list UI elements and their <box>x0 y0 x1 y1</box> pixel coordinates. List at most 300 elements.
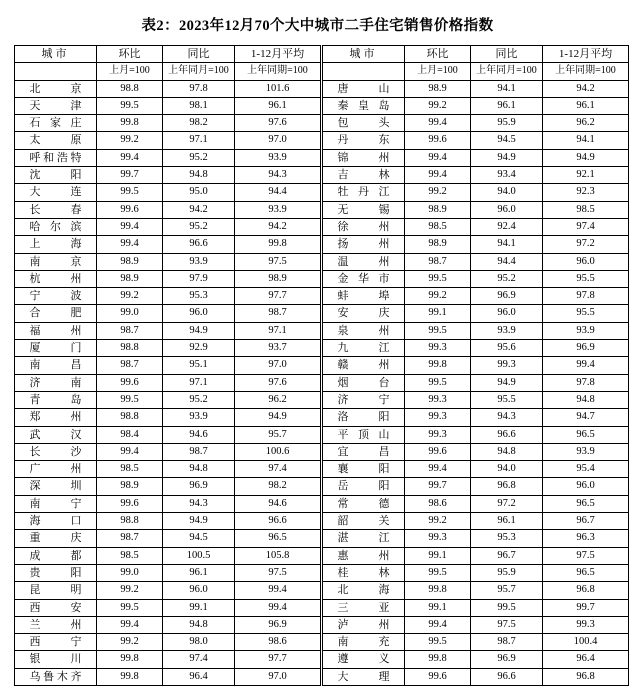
cell-mom-right: 99.7 <box>405 478 471 495</box>
cell-avg-left: 97.7 <box>235 651 321 668</box>
cell-mom-left: 98.8 <box>97 513 163 530</box>
cell-city-left <box>15 599 97 616</box>
col-header-mom-left: 环比 <box>97 46 163 63</box>
col-subheader-avg-left: 上年同期=100 <box>235 63 321 80</box>
table-row <box>15 530 629 547</box>
cell-yoy-left: 96.0 <box>163 305 235 322</box>
cell-avg-right: 94.8 <box>543 391 629 408</box>
cell-mom-left: 99.2 <box>97 634 163 651</box>
city-label: 太 原 <box>29 134 82 147</box>
city-label: 平顶山 <box>337 428 390 441</box>
city-label: 上 海 <box>29 238 82 251</box>
cell-mom-left: 99.4 <box>97 616 163 633</box>
cell-mom-right: 99.2 <box>405 184 471 201</box>
cell-mom-left: 99.8 <box>97 668 163 685</box>
cell-yoy-right: 99.5 <box>471 599 543 616</box>
cell-mom-left: 99.2 <box>97 132 163 149</box>
cell-avg-left: 98.2 <box>235 478 321 495</box>
cell-yoy-left: 96.4 <box>163 668 235 685</box>
cell-avg-left: 97.0 <box>235 357 321 374</box>
cell-avg-right: 96.3 <box>543 530 629 547</box>
city-label: 哈尔滨 <box>29 220 82 233</box>
city-label: 湛 江 <box>337 532 390 545</box>
cell-city-left <box>15 236 97 253</box>
city-label: 郑 州 <box>29 411 82 424</box>
col-header-avg-right: 1-12月平均 <box>543 46 629 63</box>
cell-city-left <box>15 391 97 408</box>
cell-yoy-left: 94.5 <box>163 530 235 547</box>
cell-avg-left: 94.6 <box>235 495 321 512</box>
city-label: 宜 昌 <box>337 445 390 458</box>
cell-avg-left: 93.9 <box>235 201 321 218</box>
cell-avg-left: 97.4 <box>235 461 321 478</box>
cell-city-right <box>323 253 405 270</box>
cell-yoy-left: 97.9 <box>163 270 235 287</box>
col-header-yoy-left: 同比 <box>163 46 235 63</box>
cell-mom-left: 98.4 <box>97 426 163 443</box>
cell-yoy-right: 96.1 <box>471 513 543 530</box>
table-row <box>15 305 629 322</box>
city-label: 襄 阳 <box>337 463 390 476</box>
city-label: 九 江 <box>337 342 390 355</box>
cell-city-left <box>15 80 97 97</box>
cell-avg-left: 97.0 <box>235 132 321 149</box>
cell-mom-right: 99.8 <box>405 582 471 599</box>
cell-yoy-left: 97.8 <box>163 80 235 97</box>
city-label: 韶 关 <box>337 515 390 528</box>
city-label: 桂 林 <box>337 566 390 579</box>
cell-city-left <box>15 634 97 651</box>
cell-mom-right: 99.6 <box>405 668 471 685</box>
cell-yoy-right: 94.1 <box>471 80 543 97</box>
cell-avg-left: 97.6 <box>235 374 321 391</box>
cell-mom-right: 99.5 <box>405 270 471 287</box>
table-row <box>15 616 629 633</box>
cell-mom-right: 99.3 <box>405 409 471 426</box>
cell-city-left <box>15 409 97 426</box>
cell-yoy-right: 93.4 <box>471 167 543 184</box>
cell-yoy-left: 94.3 <box>163 495 235 512</box>
cell-avg-right: 93.9 <box>543 322 629 339</box>
cell-yoy-right: 94.4 <box>471 253 543 270</box>
cell-avg-right: 92.3 <box>543 184 629 201</box>
cell-mom-left: 99.0 <box>97 564 163 581</box>
cell-mom-right: 99.4 <box>405 149 471 166</box>
table-row <box>15 80 629 97</box>
table-row <box>15 443 629 460</box>
cell-yoy-right: 96.0 <box>471 305 543 322</box>
cell-mom-right: 99.5 <box>405 564 471 581</box>
cell-city-right <box>323 495 405 512</box>
cell-avg-right: 95.5 <box>543 305 629 322</box>
cell-mom-left: 99.6 <box>97 201 163 218</box>
cell-city-left <box>15 288 97 305</box>
cell-yoy-left: 93.9 <box>163 409 235 426</box>
table-row <box>15 340 629 357</box>
city-label: 昆 明 <box>29 584 82 597</box>
col-subheader-city-left <box>15 63 97 80</box>
cell-city-left <box>15 167 97 184</box>
cell-avg-left: 105.8 <box>235 547 321 564</box>
cell-avg-left: 93.7 <box>235 340 321 357</box>
cell-mom-left: 99.7 <box>97 167 163 184</box>
col-subheader-mom-left: 上月=100 <box>97 63 163 80</box>
city-label: 兰 州 <box>29 618 82 631</box>
city-label: 沈 阳 <box>29 169 82 182</box>
city-label: 广 州 <box>29 463 82 476</box>
cell-yoy-right: 95.2 <box>471 270 543 287</box>
table-header-row-groups <box>15 46 629 63</box>
col-subheader-city-right <box>323 63 405 80</box>
cell-city-right <box>323 616 405 633</box>
cell-city-right <box>323 80 405 97</box>
city-label: 福 州 <box>29 324 82 337</box>
cell-mom-left: 99.4 <box>97 443 163 460</box>
cell-yoy-left: 94.9 <box>163 513 235 530</box>
cell-city-right <box>323 305 405 322</box>
cell-yoy-right: 96.7 <box>471 547 543 564</box>
cell-mom-right: 99.4 <box>405 167 471 184</box>
cell-mom-left: 99.4 <box>97 149 163 166</box>
col-header-mom-right: 环比 <box>405 46 471 63</box>
cell-yoy-right: 96.9 <box>471 288 543 305</box>
cell-avg-right: 95.4 <box>543 461 629 478</box>
city-label: 济 宁 <box>337 393 390 406</box>
table-row <box>15 668 629 685</box>
cell-mom-right: 98.9 <box>405 201 471 218</box>
table-row <box>15 149 629 166</box>
cell-yoy-left: 97.4 <box>163 651 235 668</box>
cell-avg-right: 96.0 <box>543 478 629 495</box>
cell-avg-right: 92.1 <box>543 167 629 184</box>
cell-mom-right: 99.8 <box>405 357 471 374</box>
cell-avg-right: 99.3 <box>543 616 629 633</box>
cell-city-left <box>15 97 97 114</box>
city-label: 南 充 <box>337 636 390 649</box>
city-label: 遵 义 <box>337 653 390 666</box>
cell-city-right <box>323 288 405 305</box>
page-title: 表2：2023年12月70个大中城市二手住宅销售价格指数 <box>141 18 494 34</box>
cell-avg-left: 98.6 <box>235 634 321 651</box>
cell-avg-right: 96.8 <box>543 582 629 599</box>
city-label: 深 圳 <box>29 480 82 493</box>
cell-mom-right: 99.2 <box>405 97 471 114</box>
cell-avg-right: 96.5 <box>543 564 629 581</box>
city-label: 泸 州 <box>337 618 390 631</box>
cell-yoy-right: 93.9 <box>471 322 543 339</box>
table-row <box>15 461 629 478</box>
cell-city-left <box>15 582 97 599</box>
cell-city-right <box>323 530 405 547</box>
city-label: 大 理 <box>337 670 390 683</box>
cell-yoy-left: 96.6 <box>163 236 235 253</box>
cell-avg-left: 95.7 <box>235 426 321 443</box>
table-row <box>15 270 629 287</box>
cell-yoy-left: 94.2 <box>163 201 235 218</box>
cell-city-right <box>323 513 405 530</box>
city-label: 吉 林 <box>337 169 390 182</box>
table-row <box>15 322 629 339</box>
cell-avg-left: 96.5 <box>235 530 321 547</box>
cell-avg-left: 97.7 <box>235 288 321 305</box>
city-label: 惠 州 <box>337 549 390 562</box>
cell-avg-right: 96.1 <box>543 97 629 114</box>
cell-city-left <box>15 357 97 374</box>
city-label: 武 汉 <box>29 428 82 441</box>
cell-mom-right: 99.3 <box>405 426 471 443</box>
cell-yoy-right: 94.0 <box>471 184 543 201</box>
col-subheader-yoy-right: 上年同月=100 <box>471 63 543 80</box>
cell-mom-right: 99.5 <box>405 322 471 339</box>
table-row <box>15 288 629 305</box>
city-label: 乌鲁木齐 <box>29 670 82 683</box>
city-label: 泉 州 <box>337 324 390 337</box>
table-row <box>15 391 629 408</box>
cell-yoy-right: 95.6 <box>471 340 543 357</box>
cell-avg-left: 93.9 <box>235 149 321 166</box>
cell-avg-left: 94.4 <box>235 184 321 201</box>
cell-yoy-left: 100.5 <box>163 547 235 564</box>
col-subheader-mom-right: 上月=100 <box>405 63 471 80</box>
cell-city-right <box>323 270 405 287</box>
cell-avg-right: 96.8 <box>543 668 629 685</box>
cell-yoy-left: 94.9 <box>163 322 235 339</box>
cell-avg-left: 97.5 <box>235 253 321 270</box>
cell-mom-right: 99.1 <box>405 305 471 322</box>
cell-city-right <box>323 582 405 599</box>
cell-avg-right: 96.5 <box>543 495 629 512</box>
cell-city-right <box>323 651 405 668</box>
cell-avg-left: 99.4 <box>235 582 321 599</box>
cell-mom-right: 99.5 <box>405 374 471 391</box>
city-label: 无 锡 <box>337 203 390 216</box>
city-label: 南 京 <box>29 255 82 268</box>
cell-avg-right: 97.4 <box>543 218 629 235</box>
cell-yoy-right: 99.3 <box>471 357 543 374</box>
cell-avg-right: 97.8 <box>543 374 629 391</box>
cell-avg-right: 96.4 <box>543 651 629 668</box>
cell-mom-left: 98.7 <box>97 322 163 339</box>
city-label: 包 头 <box>337 117 390 130</box>
city-label: 天 津 <box>29 99 82 112</box>
cell-city-left <box>15 564 97 581</box>
city-label: 重 庆 <box>29 532 82 545</box>
city-label: 长 沙 <box>29 445 82 458</box>
city-label: 牡丹江 <box>337 186 390 199</box>
cell-yoy-left: 94.6 <box>163 426 235 443</box>
cell-city-right <box>323 668 405 685</box>
cell-yoy-right: 94.0 <box>471 461 543 478</box>
cell-city-left <box>15 443 97 460</box>
cell-avg-left: 97.5 <box>235 564 321 581</box>
city-label: 长 春 <box>29 203 82 216</box>
cell-mom-right: 99.3 <box>405 530 471 547</box>
cell-city-left <box>15 495 97 512</box>
city-label: 南 昌 <box>29 359 82 372</box>
cell-yoy-right: 95.9 <box>471 115 543 132</box>
city-label: 烟 台 <box>337 376 390 389</box>
city-label: 徐 州 <box>337 220 390 233</box>
cell-mom-right: 99.4 <box>405 115 471 132</box>
cell-yoy-left: 95.1 <box>163 357 235 374</box>
city-label: 西 宁 <box>29 636 82 649</box>
cell-city-left <box>15 651 97 668</box>
cell-avg-left: 96.9 <box>235 616 321 633</box>
table-row <box>15 201 629 218</box>
table-row <box>15 513 629 530</box>
cell-avg-right: 96.5 <box>543 426 629 443</box>
col-header-yoy-right: 同比 <box>471 46 543 63</box>
cell-mom-left: 98.8 <box>97 340 163 357</box>
table-row <box>15 634 629 651</box>
cell-city-left <box>15 340 97 357</box>
city-label: 唐 山 <box>337 82 390 95</box>
cell-avg-right: 100.4 <box>543 634 629 651</box>
table-row <box>15 599 629 616</box>
cell-city-right <box>323 426 405 443</box>
cell-yoy-right: 94.9 <box>471 374 543 391</box>
cell-city-left <box>15 322 97 339</box>
cell-yoy-right: 96.6 <box>471 668 543 685</box>
cell-city-right <box>323 374 405 391</box>
cell-mom-left: 99.8 <box>97 651 163 668</box>
table-row <box>15 564 629 581</box>
table-row <box>15 132 629 149</box>
cell-mom-left: 99.6 <box>97 374 163 391</box>
cell-mom-right: 99.2 <box>405 288 471 305</box>
city-label: 贵 阳 <box>29 566 82 579</box>
cell-yoy-right: 94.8 <box>471 443 543 460</box>
cell-yoy-left: 98.1 <box>163 97 235 114</box>
table-row <box>15 495 629 512</box>
cell-mom-right: 98.7 <box>405 253 471 270</box>
cell-city-right <box>323 167 405 184</box>
city-label: 石家庄 <box>29 117 82 130</box>
cell-city-right <box>323 218 405 235</box>
cell-avg-right: 94.2 <box>543 80 629 97</box>
col-subheader-avg-right: 上年同期=100 <box>543 63 629 80</box>
cell-yoy-left: 94.8 <box>163 616 235 633</box>
cell-avg-left: 94.3 <box>235 167 321 184</box>
table-row <box>15 97 629 114</box>
city-label: 安 庆 <box>337 307 390 320</box>
cell-mom-left: 98.8 <box>97 80 163 97</box>
cell-mom-right: 99.3 <box>405 340 471 357</box>
cell-yoy-left: 94.8 <box>163 167 235 184</box>
city-label: 呼和浩特 <box>29 151 82 164</box>
cell-city-right <box>323 461 405 478</box>
cell-yoy-left: 93.9 <box>163 253 235 270</box>
cell-avg-left: 99.8 <box>235 236 321 253</box>
cell-yoy-left: 95.0 <box>163 184 235 201</box>
cell-mom-left: 98.8 <box>97 409 163 426</box>
col-header-city-right: 城市 <box>323 46 405 63</box>
city-label: 蚌 埠 <box>337 290 390 303</box>
city-label: 常 德 <box>337 497 390 510</box>
cell-mom-left: 99.8 <box>97 115 163 132</box>
city-label: 秦皇岛 <box>337 99 390 112</box>
cell-city-right <box>323 391 405 408</box>
cell-avg-right: 99.4 <box>543 357 629 374</box>
table-row <box>15 218 629 235</box>
cell-city-right <box>323 409 405 426</box>
cell-yoy-right: 95.3 <box>471 530 543 547</box>
cell-avg-right: 95.5 <box>543 270 629 287</box>
cell-yoy-right: 92.4 <box>471 218 543 235</box>
cell-yoy-right: 98.7 <box>471 634 543 651</box>
col-header-avg-left: 1-12月平均 <box>235 46 321 63</box>
city-label: 岳 阳 <box>337 480 390 493</box>
city-label: 宁 波 <box>29 290 82 303</box>
cell-avg-left: 94.2 <box>235 218 321 235</box>
cell-yoy-left: 97.1 <box>163 132 235 149</box>
cell-yoy-right: 96.0 <box>471 201 543 218</box>
cell-mom-right: 99.6 <box>405 443 471 460</box>
cell-avg-right: 97.2 <box>543 236 629 253</box>
cell-avg-right: 96.0 <box>543 253 629 270</box>
cell-city-left <box>15 374 97 391</box>
cell-city-right <box>323 547 405 564</box>
cell-city-right <box>323 132 405 149</box>
cell-avg-right: 96.2 <box>543 115 629 132</box>
table-header-row-basis <box>15 63 629 80</box>
cell-mom-left: 99.2 <box>97 582 163 599</box>
cell-mom-left: 99.0 <box>97 305 163 322</box>
cell-yoy-right: 96.8 <box>471 478 543 495</box>
cell-avg-left: 99.4 <box>235 599 321 616</box>
cell-yoy-right: 96.9 <box>471 651 543 668</box>
cell-avg-left: 98.7 <box>235 305 321 322</box>
cell-mom-left: 99.2 <box>97 288 163 305</box>
cell-avg-left: 96.2 <box>235 391 321 408</box>
cell-yoy-right: 95.5 <box>471 391 543 408</box>
table-row <box>15 184 629 201</box>
cell-mom-left: 99.5 <box>97 184 163 201</box>
city-label: 西 安 <box>29 601 82 614</box>
cell-mom-right: 99.2 <box>405 513 471 530</box>
cell-city-left <box>15 426 97 443</box>
cell-yoy-left: 95.2 <box>163 218 235 235</box>
cell-city-right <box>323 357 405 374</box>
cell-mom-right: 99.1 <box>405 547 471 564</box>
cell-avg-right: 94.7 <box>543 409 629 426</box>
cell-mom-left: 99.4 <box>97 236 163 253</box>
city-label: 洛 阳 <box>337 411 390 424</box>
cell-yoy-left: 98.0 <box>163 634 235 651</box>
table-row <box>15 253 629 270</box>
cell-city-right <box>323 634 405 651</box>
cell-mom-right: 99.8 <box>405 651 471 668</box>
cell-avg-left: 96.1 <box>235 97 321 114</box>
cell-city-left <box>15 115 97 132</box>
cell-mom-right: 98.9 <box>405 80 471 97</box>
cell-city-right <box>323 478 405 495</box>
cell-yoy-left: 95.2 <box>163 391 235 408</box>
cell-mom-left: 98.9 <box>97 253 163 270</box>
cell-yoy-right: 96.6 <box>471 426 543 443</box>
city-label: 海 口 <box>29 515 82 528</box>
cell-city-left <box>15 616 97 633</box>
cell-mom-left: 98.9 <box>97 270 163 287</box>
cell-mom-left: 99.5 <box>97 391 163 408</box>
cell-avg-left: 94.9 <box>235 409 321 426</box>
cell-yoy-left: 92.9 <box>163 340 235 357</box>
city-label: 厦 门 <box>29 342 82 355</box>
cell-mom-left: 99.5 <box>97 599 163 616</box>
cell-avg-right: 94.1 <box>543 132 629 149</box>
cell-city-right <box>323 236 405 253</box>
cell-mom-right: 99.4 <box>405 616 471 633</box>
